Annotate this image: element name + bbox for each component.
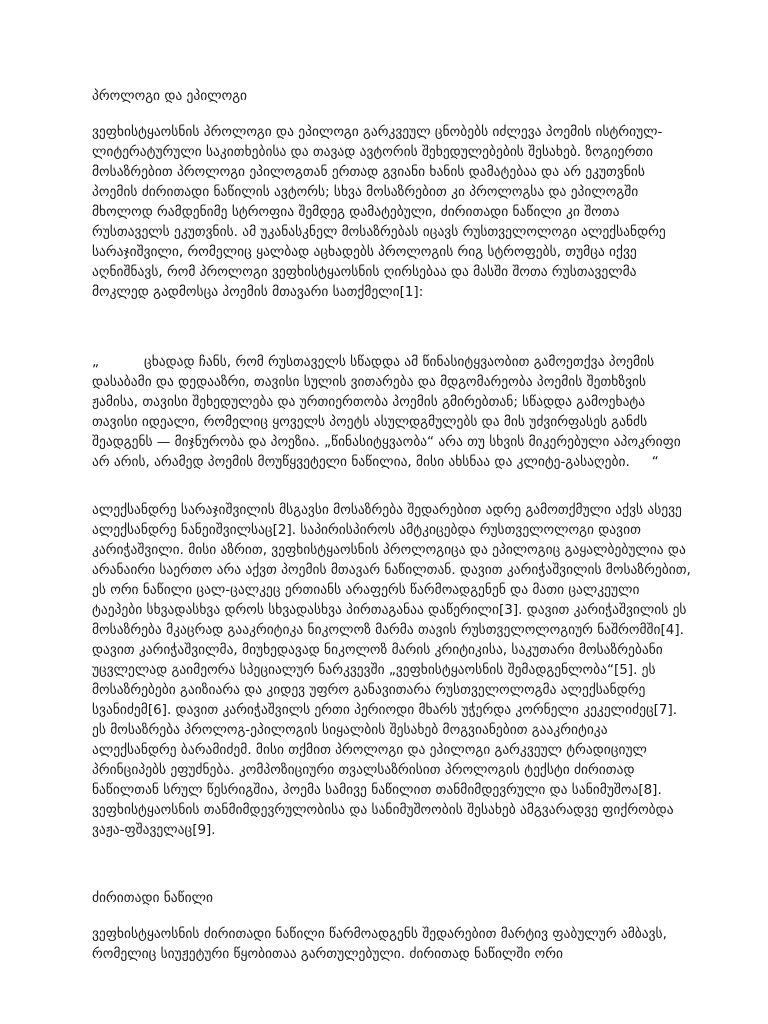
spacer: [92, 840, 692, 888]
paragraph-prologue-debate: ალექსანდრე სარაჯიშვილის მსგავსი მოსაზრება შედარებით ადრე გამოთქმული აქვს ასევე ალექსანდრე ნანეიშვილსაც[2]. საპირისპიროს ამტკიცებდა რუსთველოლოგი დავით კარიჭაშვილი. მისი აზრით, ვეფხისტყაოსნის პროლოგიცა და ეპილოგიც გაყალბებულია და არანაირი საერთო არა აქვთ პოემის მთავარ ნაწილთან. დავით კარიჭაშვილის მოსაზრებით, ეს ორი ნაწილი ცალ-ცალკეც ერთიანს არაფერს წარმოადგენენ და მათი ცალკეული ტაეპები სხვადასხვა დროს სხვადასხვა პირთაგანაა დაწერილი[3]. დავით კარიჭაშვილის ეს მოსაზრება მკაცრად გააკრიტიკა ნიკოლოზ მარმა თავის რუსთველოლოგიურ ნაშრომში[4]. დავით კარიჭაშვილმა, მიუხედავად ნიკოლოზ მარის კრიტიკისა, საკუთარი მოსაზრებანი უცვლელად გაიმეორა სპეციალურ ნარკვევში „ვეფხისტყაოსნის შემადგენლობა“[5]. ეს მოსაზრებები გაიზიარა და კიდევ უფრო განავითარა რუსთველოლოგმა ალექსანდრე სვანიძემ[6]. დავით კარიჭაშვილს ერთი პერიოდი მხარს უჭერდა კორნელი კეკელიძეც[7]. ეს მოსაზრება პროლოგ-ეპილოგის სიყალბის შესახებ მოგვიანებით გააკრიტიკა ალექსანდრე ბარამიძემ. მისი თქმით პროლოგი და ეპილოგი გარკვეულ ტრადიციულ პრინციპებს ეფუძნება. კომპოზიციური თვალსაზრისით პროლოგის ტექსტი ძირითად ნაწილთან სრულ წესრიგშია, პოემა სამივე ნაწილით თანმიმდევრული და სანიმუშოა[8]. ვეფხისტყაოსნის თანმიმდევრულობისა და სანიმუშოობის შესახებ ამგვარადვე ფიქრობდა ვაჟა-ფშაველაც[9].: [92, 502, 691, 838]
spacer: [92, 302, 692, 352]
quote-open-mark: „: [92, 354, 99, 370]
section-heading-main-part: ძირითადი ნაწილი: [92, 890, 213, 906]
spacer: [92, 472, 692, 500]
paragraph-prologue-intro: ვეფხისტყაოსნის პროლოგი და ეპილოგი გარკვეულ ცნობებს იძლევა პოემის ისტრიულ-ლიტერატურული საკითხებისა და თავად ავტორის შეხედულებების შესახებ. ზოგიერთი მოსაზრებით პროლოგი ეპილოგთან ერთად გვიანი ხანის დამატებაა და არ ეკუთვნის პოემის ძირითადი ნაწილის ავტორს; სხვა მოსაზრებით კი პროლოგსა და ეპილოგში მხოლოდ რამდენიმე სტროფია შემდეგ დამატებული, ძირითადი ნაწილი კი შოთა რუსთაველს ეკუთვნის. ამ უკანასკნელ მოსაზრებას იცავს რუსთველოლოგი ალექსანდრე სარაჯიშვილი, რომელიც ყალბად აცხადებს პროლოგის რიგ სტროფებს, თუმცა იქვე აღნიშნავს, რომ პროლოგი ვეფხისტყაოსნის ღირსებაა და მასში შოთა რუსთაველმა მოკლედ გადმოსცა პოემის მთავარი სათქმელი[1]:: [92, 124, 666, 300]
quote-text: ცხადად ჩანს, რომ რუსთაველს სწადდა ამ წინასიტყვაობით გამოეთქვა პოემის დასაბამი და დედააზრი, თავისი სულის ვითარება და მდგომარეობა პოემის შეთხზვის ჟამისა, თავისი შეხედულება და ურთიერთობა პოემის გმირებთან; სწადდა გამოეხატა თავისი იდეალი, რომელიც ყოველს პოეტს ასულდგმულებს და მის უძვირფასეს განძს შეადგენს — მიჯნურობა და პოეზია. „წინასიტყვაობა“ არა თუ სხვის მიკერებული აპოკრიფი არ არის, არამედ პოემის მოუწყვეტელი ნაწილია, მისი ახსნაა და კლიტე-გასაღები.: [92, 354, 681, 470]
quote-close-mark: “: [651, 454, 659, 470]
section-heading-prologue-epilogue: პროლოგი და ეპილოგი: [92, 88, 248, 104]
block-quote: [92, 352, 692, 472]
paragraph-main-part-intro: ვეფხისტყაოსნის ძირითადი ნაწილი წარმოადგენს შედარებით მარტივ ფაბულურ ამბავს, რომელიც სიუჟეტური წყობითაა გართულებული. ძირითად ნაწილში ორი: [92, 926, 667, 962]
